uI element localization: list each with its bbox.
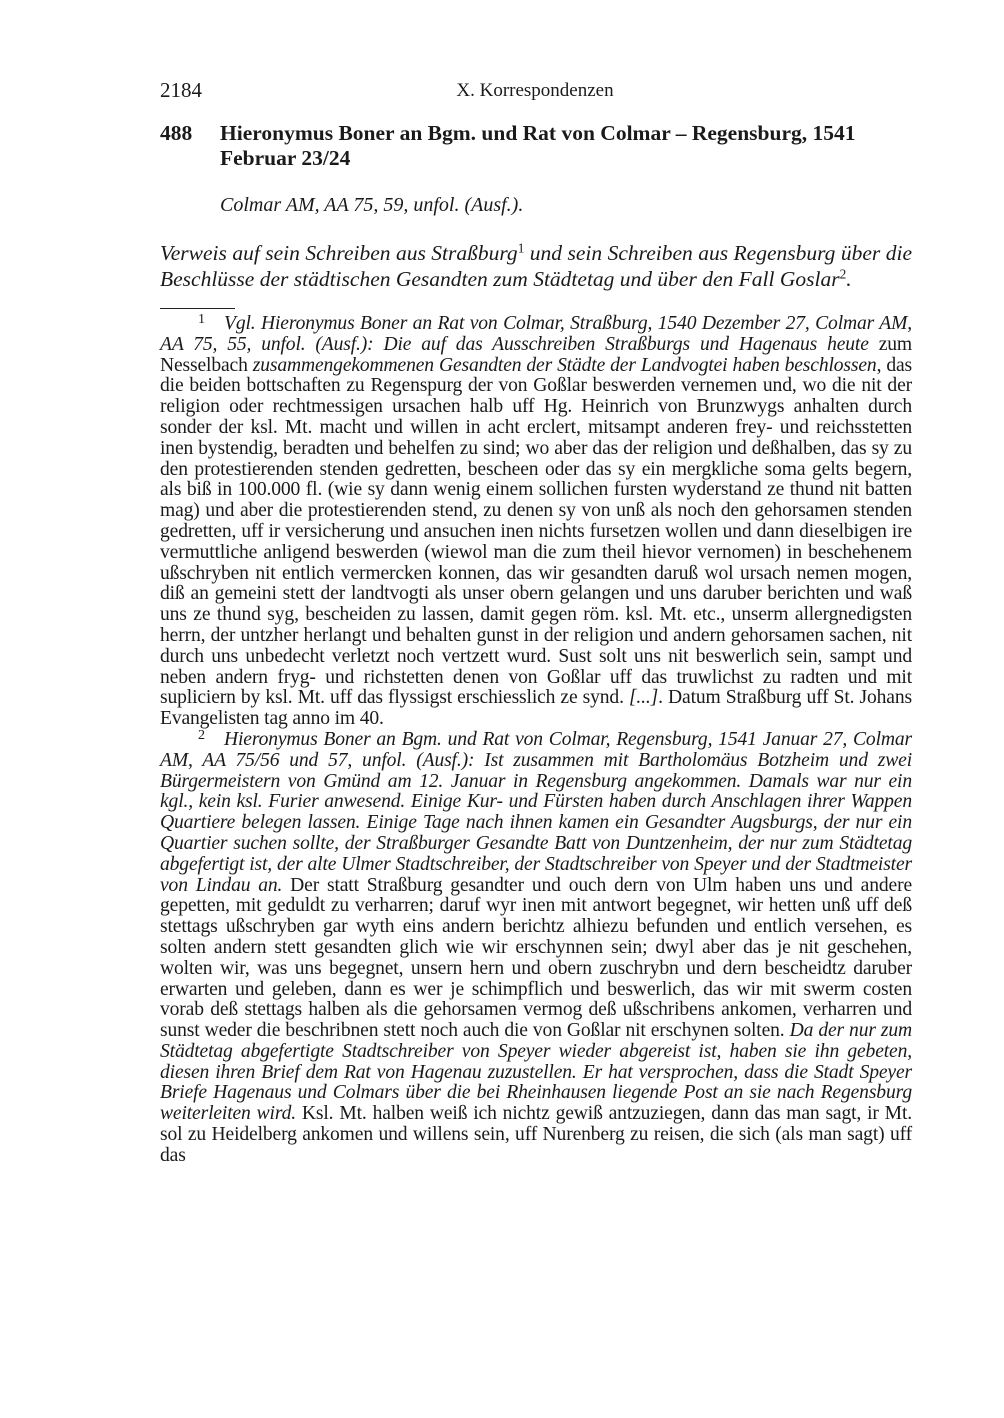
footnote-1: 1 Vgl. Hieronymus Boner an Rat von Colmar, Straßburg, 1540 Dezember 27, Colmar AM, AA 75, 55, unfol. (Ausf.): Die auf das Ausschreiben Straßburgs und Hagenaus heute zum Nesselbach zusammengekommenen Gesandten der Städte der Landvogtei haben beschlossen, das die beiden bottschaften zu Regenspurg der von Goßlar beswerden vernemen und, wo die nit der religion oder rechtmessigen ursachen halb uff Hg. Heinrich von Brunzwygs anhalten durch sonder der ksl. Mt. macht und willen in acht erclert, mitsampt anderen frey- und reichsstetten inen bystendig, beradten und behelfen zu sind; wo aber das der religion und deßhalben, das sy zu den protestierenden stenden gedretten, bescheen oder das sy ein mergkliche soma gelts begern, als biß in 100.000 fl. (wie sy dann wenig einem sollichen fursten wyderstand ze thund nit batten mag) und aber die protestierenden stend, zu denen sy von unß als noch den gehorsamen stenden gedretten, uff ir versicherung und ansuchen inen nichts fursetzen wollen und dann dieselbigen ire vermuttliche anligend beswerden (wiewol man die zum theil hievor vernomen) in beschehenem ußschryben nit entlich vermercken konnen, das wir gesandten daruß wol ursach nemen mogen, diß an gemeini stett der landtvogti als unser obern gelangen und uns daruber berichten und waß uns ze thund syg, bescheiden zu lassen, damit gegen röm. ksl. Mt. etc., unserm allergnedigsten herrn, der untzher herlangt und behalten gunst in der religion und andern gehorsamen sachen, nit durch uns unbedecht verletzt noch vertzett wurd. Sust solt uns nit beswerlich sein, sampt und neben andern fryg- und richstetten denen von Goßlar uff das truwlichst zu radten und mit supliciern by ksl. Mt. uff das flyssigst erschiesslich ze synd. [...]. Datum Straßburg uff St. Johans Evangelisten tag anno im 40. xyxy=(160,310,912,730)
summary-text: Verweis auf sein Schreiben aus Straßburg xyxy=(160,241,518,265)
entry-heading xyxy=(160,121,912,171)
footnote-divider xyxy=(160,308,235,309)
footnote-segment: , das die beiden bottschaften zu Regenspurg der von Goßlar beswerden vernemen und, wo die nit der religion oder rechtmessigen ursachen halb uff Hg. Heinrich von Brunzwygs anhalten durch sonder der ksl. Mt. macht und willen in acht erclert, mitsampt anderen frey- und reichsstetten inen bystendig, beradten und behelfen zu sind; wo aber das der religion und deßhalben, das sy zu den protestierenden stenden gedretten, bescheen oder das sy ein mergkliche soma gelts begern, als biß in 100.000 fl. (wie sy dann wenig einem sollichen fursten wyderstand ze thund nit batten mag) und aber die protestierenden stend, zu denen sy von unß als noch den gehorsamen stenden gedretten, uff ir versicherung und ansuchen inen nichts fursetzen wollen und dann dieselbigen ire vermuttliche anligend beswerden (wiewol man die zum theil hievor vernomen) in beschehenem ußschryben nit entlich vermercken konnen, das wir gesandten daruß wol ursach nemen mogen, diß an gemeini stett der landtvogti als unser obern gelangen und uns daruber berichten und waß uns ze thund syg, bescheiden zu lassen, damit gegen röm. ksl. Mt. etc., unserm allergnedigsten herrn, der untzher herlangt und behalten gunst in der religion und andern gehorsamen sachen, nit durch uns unbedecht verletzt noch vertzett wurd. Sust solt uns nit beswerlich sein, sampt und neben andern fryg- und richstetten denen von Goßlar uff das truwlichst zu radten und mit supliciern by ksl. Mt. uff das flyssigst erschiesslich ze synd. xyxy=(160,354,912,709)
footnote-segment: Ksl. Mt. halben weiß ich nichtz gewiß antzuziegen, dann das man sagt, ir Mt. sol zu Heidelberg ankomen und willens sein, uff Nurenberg zu reisen, die sich (als man sagt) uff das xyxy=(160,1103,912,1166)
footnote-segment: zusammengekommenen Gesandten der Städte der Landvogtei haben beschlossen xyxy=(252,354,877,376)
footnote-ref[interactable]: 2 xyxy=(839,266,847,282)
footnote-segment: Da der nur zum Städtetag abgefertigte Stadtschreiber von Speyer wieder abgereist ist, haben sie ihn gebeten, diesen ihren Brief dem Rat von Hagenau zuzustellen. Er hat versprochen, dass die Stadt Speyer Briefe Hagenaus und Colmars über die bei Rheinhausen liegende Post an sie nach Regensburg weiterleiten wird. xyxy=(160,1020,912,1125)
footnote-2: 2 Hieronymus Boner an Bgm. und Rat von Colmar, Regensburg, 1541 Januar 27, Colmar AM, AA 75/56 und 57, unfol. (Ausf.): Ist zusammen mit Bartholomäus Botzheim und zwei Bürgermeistern von Gmünd am 12. Januar in Regensburg angekommen. Damals war nur ein kgl., kein ksl. Furier anwesend. Einige Kur- und Fürsten haben durch Anschlagen ihrer Wappen Quartiere belegen lassen. Einige Tage nach ihnen kamen ein Gesandter Augsburgs, der nur ein Quartier suchen sollte, der Straßburger Gesandte Batt von Duntzenheim, der nur zum Städtetag abgefertigt ist, der alte Ulmer Stadtschreiber, der Stadtschreiber von Speyer und der Stadtmeister von Lindau an. Der statt Straßburg gesandter und ouch dern von Ulm haben uns und andere gepetten, mit geduldt zu verharren; daruf wyr inen mit antwort begegnet, wir hetten unß uff deß stettags ußschryben gar wyth eins andern berichtz alhiezu befunden und entlich versehen, es solten andern stett gesandten glich wie wir erschynnen sein; dwyl aber das je nit geschehen, wolten wir, was uns begegnet, unsern hern und obern zuschrybn und dern bescheidtz daruber erwarten und geleben, dann es wer je schimpflich und beswerlich, das wir mit swerm costen vorab deß stettags halben als die gehorsamen vermog deß ußschribens ankomen, verharren und sunst weder die beschribnen stett noch auch die von Goßlar nit erschynen solten. Da der nur zum Städtetag abgefertigte Stadtschreiber von Speyer wieder abgereist ist, haben sie ihn gebeten, diesen ihren Brief dem Rat von Hagenau zuzustellen. Er hat versprochen, dass die Stadt Speyer Briefe Hagenaus und Colmars über die bei Rheinhausen liegende Post an sie nach Regensburg weiterleiten wird. Ksl. Mt. halben weiß ich nichtz gewiß antzuziegen, dann das man sagt, ir Mt. sol zu Heidelberg ankomen und willens sein, uff Nurenberg zu reisen, die sich (als man sagt) uff das xyxy=(160,726,912,1166)
entry-title: Hieronymus Boner an Bgm. und Rat von Colmar – Regensburg, 1541 Februar 23/24 xyxy=(220,121,856,170)
entry-number: 488 xyxy=(160,121,193,145)
footnote-segment: Der statt Straßburg gesandter und ouch dern von Ulm haben uns und andere gepetten, mit geduldt zu verharren; daruf wyr inen mit antwort begegnet, wir hetten unß uff deß stettags ußschryben gar wyth eins andern berichtz alhiezu befunden und entlich versehen, es solten andern stett gesandten glich wie wir erschynnen sein; dwyl aber das je nit geschehen, wolten wir, was uns begegnet, unsern hern und obern zuschrybn und dern bescheidtz daruber erwarten und geleben, dann es wer je schimpflich und beswerlich, das wir mit swerm costen vorab deß stettags halben als die gehorsamen vermog deß ußschribens ankomen, verharren und sunst weder die beschribnen stett noch auch die von Goßlar nit erschynen solten. xyxy=(160,874,912,1042)
entry-source: Colmar AM, AA 75, 59, unfol. (Ausf.). xyxy=(220,194,524,216)
footnote-segment: Hieronymus Boner an Bgm. und Rat von Colmar, Regensburg, 1541 Januar 27, Colmar AM, AA 75/56 und 57, unfol. (Ausf.): Ist zusammen mit Bartholomäus Botzheim und zwei Bürgermeistern von Gmünd am 12. Januar in Regensburg angekommen. Damals war nur ein kgl., kein ksl. Furier anwesend. Einige Kur- und Fürsten haben durch Anschlagen ihrer Wappen Quartiere belegen lassen. Einige Tage nach ihnen kamen ein Gesandter Augsburgs, der nur ein Quartier suchen sollte, der Straßburger Gesandte Batt von Duntzenheim, der nur zum Städtetag abgefertigt ist, der alte Ulmer Stadtschreiber, der Stadtschreiber von Speyer und der Stadtmeister von Lindau an. xyxy=(160,728,912,896)
footnote-ref[interactable]: 1 xyxy=(517,240,525,256)
page-number: 2184 xyxy=(160,78,202,102)
summary-text: . xyxy=(846,267,852,291)
running-head: X. Korrespondenzen xyxy=(456,80,614,101)
footnote-segment: . Datum Straßburg uff St. Johans Evangelisten tag anno im 40. xyxy=(160,687,912,730)
summary-text: und sein Schreiben aus Regensburg über die Beschlüsse der städtischen Gesandten zum Städtetag und über den Fall Goslar xyxy=(160,241,912,291)
entry-summary xyxy=(160,240,912,292)
footnote-segment: Vgl. Hieronymus Boner an Rat von Colmar, Straßburg, 1540 Dezember 27, Colmar AM, AA 75, 55, unfol. (Ausf.): Die auf das Ausschreiben Straßburgs und Hagenaus heute xyxy=(160,313,912,355)
footnotes xyxy=(160,310,912,1167)
footnote-segment: [...] xyxy=(628,687,659,709)
running-header xyxy=(160,78,910,106)
footnote-segment: zum Nesselbach xyxy=(160,333,912,376)
